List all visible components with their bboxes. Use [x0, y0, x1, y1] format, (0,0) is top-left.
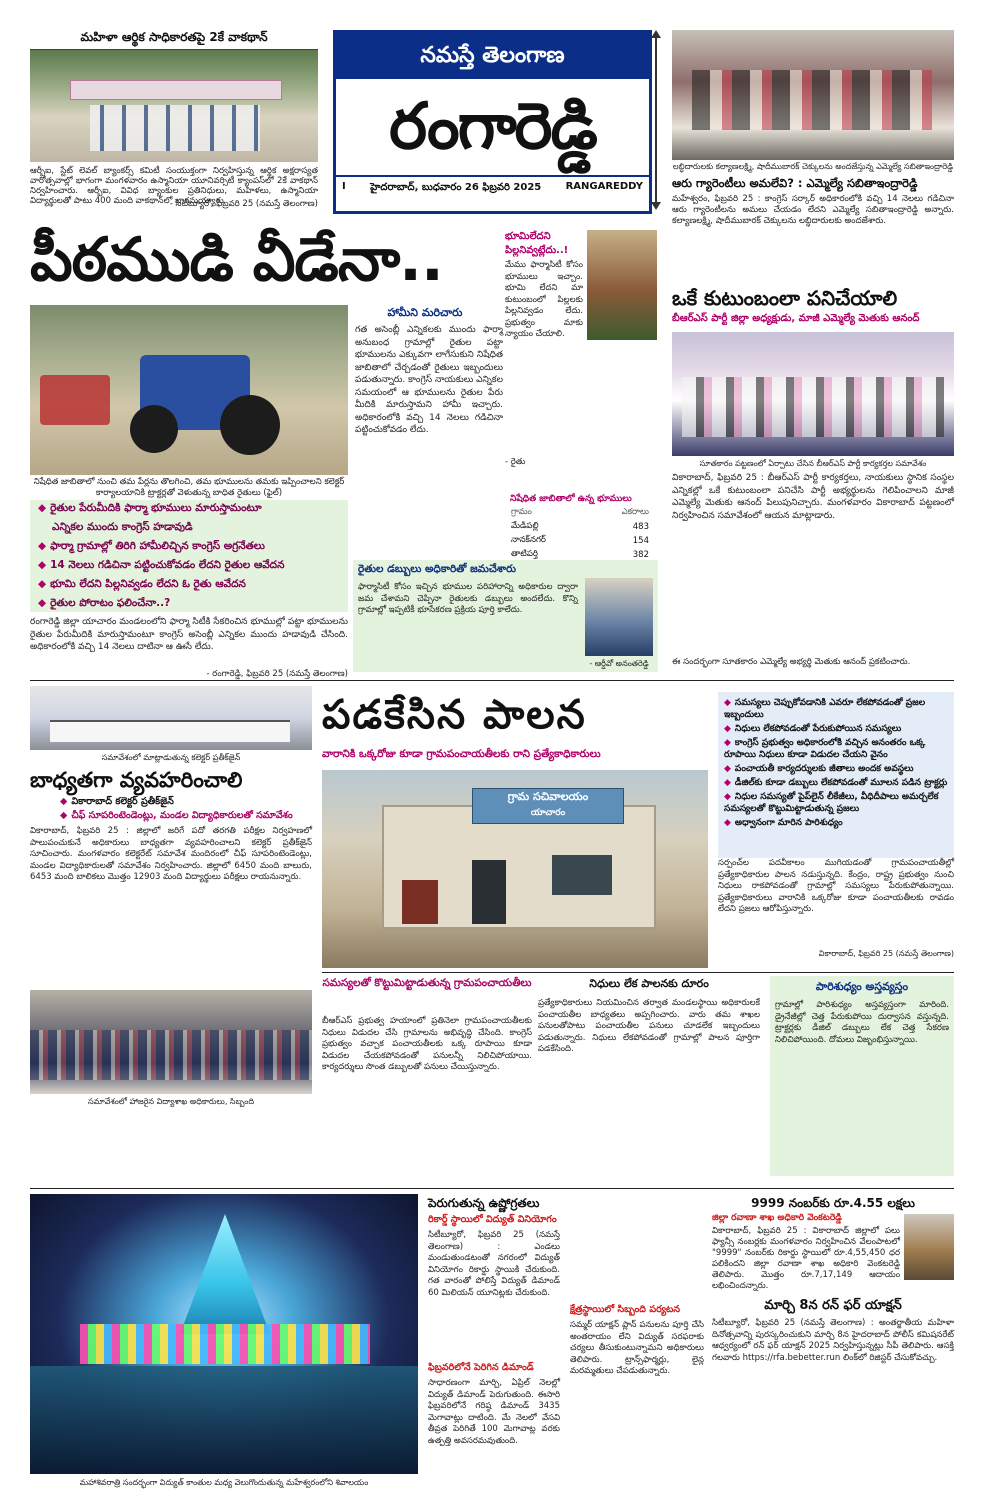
family-photo	[672, 332, 954, 456]
temple-caption: మహాశివరాత్రి సందర్భంగా విద్యుత్‌ కాంతుల మధ్య వెలుగొందుతున్న మహేశ్వరంలోని శివాలయం	[79, 1478, 369, 1487]
family-story	[672, 284, 954, 674]
duty-body: వికారాబాద్‌, ఫిబ్రవరి 25 : జిల్లాలో జరిగే పదో తరగతి పరీక్షల నిర్వహణలో పాలుపంచుకునే అధికారులు బాధ్యతగా వ్యవహరించాలని కలెక్టర్‌ ప్రతీక్‌జైన్‌ సూచించారు. మంగళవారం కలెక్టరేట్‌ సమావేశ మందిరంలో చీఫ్‌ సూపరింటెండెంట్లు, మండల విద్యాధికారులతో సమావేశం నిర్వహించారు. జిల్లాలో 6450 మంది బాలురు, 6453 మంది బాలికలు మొత్తం 12903 మంది విద్యార్థులు పరీక్షలు రాయనున్నారు.	[30, 826, 312, 882]
masthead-brand: నమస్తే తెలంగాణ	[336, 33, 649, 79]
building-signboard: గ్రామ సచివాలయం యాచారం	[472, 788, 624, 824]
run-story	[712, 1296, 954, 1480]
table-row: మేడిపల్లి 483	[511, 521, 649, 532]
col-funds	[538, 976, 760, 1186]
col-funds-body: ప్రత్యేకాధికారులు నియమించిన తర్వాత మండలస్థాయి అధికారులకే పంచాయతీల బాధ్యతలు అప్పగించారు. వారు తమ శాఖల పనులతోపాటు పంచాయతీల పనులు చూడలేక ఇబ్బందులు పడుతున్నారు. నిధులు లేకపోవడంతో గ్రామాల్లో పాలన పూర్తిగా పడకేసింది.	[538, 998, 760, 1054]
col-problems	[322, 976, 532, 1186]
rto-officer-photo	[904, 1214, 954, 1280]
bank-title: రైతుల డబ్బులు అధికారితో జమచేశారు	[358, 563, 516, 575]
rule-bullet: ◆ డీజిల్‌కు కూడా డబ్బులు లేకపోవడంతో మూలన పడిన ట్రాక్టర్లు	[724, 778, 948, 788]
duty-photo	[30, 686, 312, 750]
power-story	[428, 1194, 704, 1484]
power-body2: సాధారణంగా మార్చి, ఏప్రిల్‌ నెలల్లో విద్యుత్‌ డిమాండ్‌ పెరుగుతుంది. ఈసారి ఫిబ్రవరిలోనే గరిష్ఠ డిమాండ్‌ 3435 మెగావాట్లు దాటింది. మే నెలలో వేసవి తీవ్రత పెరిగితే 100 మెగావాట్ల వరకు ఉత్పత్తి అవసరమవుతుంది.	[428, 1378, 560, 1446]
land-table-title: నిషేధిత జాబితాలో ఉన్న భూములు	[510, 494, 632, 504]
masthead	[333, 30, 652, 214]
lead-body: గత అసెంబ్లీ ఎన్నికలకు ముందు ఫార్మా అనుబంధ గ్రామాల్లో రైతుల పట్టా భూములను ఎక్కువగా లాగేసుకుని నిషేధిత జాబితాలో చేర్చడంతో రైతులు ఇబ్బందులు పడుతున్నారు. కాంగ్రెస్‌ నాయకులు ఎన్నికల సమయంలో ఆ భూములను రైతుల పేరు మీదికి మారుస్తామని హామీ ఇచ్చారు. అధికారంలోకి వచ్చి 14 నెలలు గడిచినా పట్టించుకోవడం లేదు.	[355, 325, 503, 435]
power-headline: పెరుగుతున్న ఉష్ణోగ్రతలు	[428, 1196, 540, 1210]
duty-bottom-caption: సమావేశంలో హాజరైన విద్యాశాఖ అధికారులు, సిబ్బంది	[88, 1097, 254, 1106]
rule-bullet: ◆ సమస్యలు చెప్పుకోవడానికి ఎవరూ లేకపోవడంతో ప్రజల ఇబ్బందులు	[724, 698, 926, 720]
edition-label: RANGAREDDY	[565, 181, 643, 192]
col-sanitation	[770, 976, 954, 1176]
lead-bullet: ◆ 14 నెలలు గడిచినా పట్టించుకోవడం లేదని రైతుల ఆవేదన	[38, 559, 285, 571]
family-body: వికారాబాద్‌, ఫిబ్రవరి 25 : బీఆర్‌ఎస్‌ పార్టీ కార్యకర్తలు, నాయకులు స్థానిక సంస్థల ఎన్నికల్లో ఒకే కుటుంబంలా పనిచేసి పార్టీ అభ్యర్థులను గెలిపించాలని మాజీ ఎమ్మెల్యే మెతుకు ఆనంద్‌ పిలుపునిచ్చారు. మంగళవారం వికారాబాద్‌ పట్టణంలో నిర్వహించిన సమావేశంలో ఆయన మాట్లాడారు.	[672, 473, 954, 521]
family-headline: ఒకే కుటుంబంలా పనిచేయాలి	[672, 286, 898, 310]
divider	[30, 1188, 954, 1189]
lead-bullets	[30, 500, 348, 612]
guarantees-photo-caption: లబ్ధిదారులకు కల్యాణలక్ష్మి, షాదీముబారక్‌ చెక్కులను అందజేస్తున్న ఎమ్మెల్యే సబితాఇంద్రారెడ్డి	[672, 162, 954, 171]
duty-story	[30, 686, 312, 986]
col-problems-body: బీఆర్‌ఎస్‌ ప్రభుత్వ హయాంలో ప్రతినెలా గ్రామపంచాయతీలకు నిధులు విడుదల చేసి గ్రామాలను అభివృద్ధి చేసింది. కాంగ్రెస్‌ ప్రభుత్వం వచ్చాక పంచాయతీలకు ఒక్క రూపాయి కూడా విడుదల చేయకపోవడంతో పనులన్నీ నిలిచిపోయాయి. కార్యదర్శులు సొంత డబ్బులతో పనులు చేయిస్తున్నారు.	[322, 1016, 532, 1072]
number-body: వికారాబాద్‌, ఫిబ్రవరి 25 : వికారాబాద్‌ జిల్లాలో పలు ఫ్యాన్సీ నంబర్లకు మంగళవారం నిర్వహించిన వేలంపాటలో "9999" నంబర్‌కు రికార్డు స్థాయిలో రూ.4,55,450 ధర పలికిందని జిల్లా రవాణా శాఖ అధికారి వెంకటరెడ్డి తెలిపారు. మొత్తం రూ.7,17,149 ఆదాయం లభించిందన్నారు.	[712, 1226, 900, 1291]
dateline: హైదరాబాద్‌, బుధవారం 26 ఫిబ్రవరి 2025	[370, 182, 542, 193]
farmer-photo	[587, 230, 657, 340]
rule-bullet: ◆ నిధుల సమస్యతో పైప్‌లైన్‌ లీకేజీలు, వీధిదీపాలు అమర్చలేక సమస్యలతో కొట్టుమిట్టాడుతున్న ప్రజలు	[724, 792, 939, 814]
lead-bullet: ◆ ఫార్మా గ్రామాల్లో తిరిగి హామీలిచ్చిన కాంగ్రెస్‌ అగ్రనేతలు	[38, 540, 265, 552]
lead-bullet: ఎన్నికల ముందు కాంగ్రెస్‌ హడావుడి	[52, 521, 193, 533]
lead-body-2: రంగారెడ్డి జిల్లా యాచారం మండలంలోని ఫార్మా సిటీకి సేకరించిన భూముల్లో పట్టా భూములను రైతుల పేరుమీదికి మారుస్తామంటూ కాంగ్రెస్‌ అసెంబ్లీ ఎన్నికల ముందు హడావుడి చేసింది. అధికారంలోకి వచ్చి 14 నెలలు దాటినా ఆ ఊసే లేదు.	[30, 617, 348, 652]
number-story	[712, 1194, 954, 1294]
bank-photo-caption: - ఆర్డీవో అనంతరెడ్డి	[589, 659, 649, 668]
lead-bullet: ◆ భూమి లేదని పిల్లనివ్వడం లేదని ఓ రైతు ఆవేదన	[38, 578, 246, 590]
rule-bullets-box	[718, 692, 954, 858]
power-body1: సిటీబ్యూరో, ఫిబ్రవరి 25 (నమస్తే తెలంగాణ) : ఎండలు మండుతుండటంతో నగరంలో విద్యుత్‌ వినియోగం రికార్డు స్థాయికి చేరుకుంది. గత వారంతో పోలిస్తే విద్యుత్‌ డిమాండ్‌ 60 మిలియన్‌ యూనిట్లకు చేరుకుంది.	[428, 1230, 560, 1298]
rule-bullet: ◆ పంచాయతీ కార్యదర్శులకు జీతాలు అందక అవస్థలు	[724, 764, 914, 774]
duty-photo-caption: సమావేశంలో మాట్లాడుతున్న కలెక్టర్‌ ప్రతీక్‌జైన్‌	[101, 753, 241, 762]
rule-bullet: ◆ అధ్వానంగా మారిన పారిశుధ్యం	[724, 818, 843, 828]
sidebar-land	[505, 230, 657, 490]
guarantees-body: మహేశ్వరం, ఫిబ్రవరి 25 : కాంగ్రెస్‌ సర్కార్‌ అధికారంలోకి వచ్చి 14 నెలలు గడిచినా ఆరు గ్యారెంటీలను అమలు చేయడం లేదని ఎమ్మెల్యే సబితాఇంద్రారెడ్డి అన్నారు. కల్యాణలక్ష్మి, షాదీముబారక్‌ చెక్కులను లబ్ధిదారులకు అందజేశారు.	[672, 194, 954, 226]
officer-photo	[585, 578, 653, 656]
family-subhead: బీఆర్‌ఎస్‌ పార్టీ జిల్లా అధ్యక్షుడు, మాజీ ఎమ్మెల్యే మెతుకు ఆనంద్‌	[672, 313, 920, 324]
lead-bullet: ◆ రైతుల పోరాటం ఫలించేనా..?	[38, 597, 171, 609]
land-table-box	[510, 494, 655, 564]
walkathon-credit: - సిటీబ్యూరో, ఫిబ్రవరి 25 (నమస్తే తెలంగాణ)	[169, 199, 318, 209]
lead-kicker: హామీని మరిచారు	[387, 306, 463, 319]
walkathon-caption: ఆర్బీఐ, స్టేట్‌ లెవల్‌ బ్యాంకర్స్‌ కమిటీ సంయుక్తంగా నిర్వహిస్తున్న ఆర్థిక అక్షరాస్యత వారోత్సవాల్లో భాగంగా మంగళవారం ఉస్మానియా యూనివర్సిటీ క్యాంపస్‌లో 2కే వాకథాన్‌ నిర్వహించారు. ఆర్బీఐ, వివిధ బ్యాంకుల ప్రతినిధులు, మహిళలు, ఉస్మానియా విద్యార్థులతో పాటు 400 మంది వాకథాన్‌లో భాగమయ్యారు.	[30, 166, 318, 206]
rule-credit: వికారాబాద్‌, ఫిబ్రవరి 25 (నమస్తే తెలంగాణ)	[818, 949, 954, 958]
family-credit: ఈ సందర్భంగా సూతకారం ఎమ్మెల్యే అభ్యర్థి మెతుకు ఆనంద్‌ ప్రకటించారు.	[672, 657, 911, 667]
duty-headline: బాధ్యతగా వ్యవహరించాలి	[30, 768, 243, 792]
masthead-arrow-icon	[650, 30, 662, 210]
table-row: తాటిపర్తి 382	[511, 549, 649, 560]
rule-bullet: ◆ నిధులు లేకపోవడంతో పేరుకుపోయిన సమస్యలు	[724, 724, 902, 734]
lead-photo	[30, 305, 348, 475]
masthead-edition: రంగారెడ్డి	[389, 90, 596, 164]
walkathon-photo	[30, 50, 318, 162]
col-sanitation-headline: పారిశుధ్యం అస్తవ్యస్తం	[815, 980, 909, 993]
temple-photo	[30, 1194, 418, 1474]
power-sub2: ఫిబ్రవరిలోనే పెరిగిన డిమాండ్‌	[428, 1362, 534, 1373]
power-body3: సమ్మర్‌ యాక్షన్‌ ప్లాన్‌ పనులను పూర్తి చేసి అంతరాయం లేని విద్యుత్‌ సరఫరాకు చర్యలు తీసుకుంటున్నామని అధికారులు తెలిపారు. ట్రాన్స్‌ఫార్మర్లు, లైన్ల మరమ్మతులు చేపడుతున్నారు.	[570, 1320, 704, 1376]
page-number: I	[342, 181, 346, 192]
walkathon-story	[30, 30, 318, 210]
col-problems-headline: సమస్యలతో కొట్టుమిట్టాడుతున్న గ్రామపంచాయతీలు	[322, 977, 532, 989]
number-headline: 9999 నంబర్‌కు రూ.4.55 లక్షలు	[751, 1196, 915, 1210]
lead-photo-caption: నిషేధిత జాబితాలో నుంచి తమ పేర్లను తొలగించి, తమ భూములను తమకు ఇప్పించాలని కలెక్టర్‌ కార్యాలయానికి ట్రాక్టర్లతో వెళుతున్న బాధిత రైతులు (ఫైల్‌)	[33, 477, 345, 498]
lead-bullet: ◆ రైతుల పేరుమీదికి ఫార్మా భూములు మారుస్తామంటూ	[38, 502, 262, 514]
rule-bullet: ◆ కాంగ్రెస్‌ ప్రభుత్వం అధికారంలోకి వచ్చిన అనంతరం ఒక్క రూపాయి నిధులు కూడా విడుదల చేయని వైనం	[724, 738, 926, 760]
power-sub3: క్షేత్రస్థాయిలో సిబ్బంది పర్యటన	[570, 1304, 681, 1315]
table-row: నానక్‌నగర్‌ 154	[511, 535, 649, 546]
guarantees-story	[672, 30, 954, 240]
land-table-header: గ్రామం	[511, 507, 532, 517]
number-subhead: జిల్లా రవాణా శాఖ అధికారి వెంకటరెడ్డి	[712, 1213, 842, 1223]
land-table-header: ఎకరాలు	[621, 507, 649, 517]
duty-sub2: ◆ చీఫ్‌ సూపరింటెండెంట్లు, మండల విద్యాధికారులతో సమావేశం	[60, 810, 293, 821]
run-headline: మార్చి 8న రన్‌ ఫర్‌ యాక్షన్‌	[764, 1298, 902, 1313]
col-sanitation-body: గ్రామాల్లో పారిశుధ్యం అస్తవ్యస్తంగా మారింది. డ్రైనేజీల్లో చెత్త పేరుకుపోయి దుర్వాసన వస్తున్నది. ట్రాక్టర్లకు డీజిల్‌ డబ్బులు లేక చెత్త సేకరణ నిలిచిపోయింది. దోమలు విజృంభిస్తున్నాయి.	[775, 1000, 949, 1045]
run-body: సిటీబ్యూరో, ఫిబ్రవరి 25 (నమస్తే తెలంగాణ) : అంతర్జాతీయ మహిళా దినోత్సవాన్ని పురస్కరించుకుని మార్చి 8న హైదరాబాద్‌ పోలీస్‌ కమిషనరేట్‌ ఆధ్వర్యంలో రన్‌ ఫర్‌ యాక్షన్‌ 2025 నిర్వహిస్తున్నట్లు సీపీ తెలిపారు. ఆసక్తి గలవారు https://rfa.bebetter.run లింక్‌లో రిజిస్టర్‌ చేసుకోవచ్చు.	[712, 1318, 954, 1363]
guarantees-photo	[672, 30, 954, 160]
bank-body: ఫార్మాసిటీ కోసం ఇచ్చిన భూముల పరిహారాన్ని అధికారుల ద్వారా జమ చేశామని చెప్పినా రైతులకు డబ్బులు అందలేదు. కొన్ని గ్రామాల్లో ఇప్పటికీ భూసేకరణ ప్రక్రియ పూర్తి కాలేదు.	[358, 582, 578, 615]
rule-headline: పడకేసిన పాలన	[322, 692, 587, 738]
lead-headline: పీఠముడి వీడేనా..	[30, 225, 443, 295]
sidebar-land-body: మేము ఫార్మాసిటీ కోసం భూములు ఇచ్చాం. భూమి లేదని మా కుటుంబంలో పిల్లలకు పిల్లనివ్వడం లేదు. ప్రభుత్వం మాకు న్యాయం చేయాలి.	[505, 260, 583, 339]
col-funds-headline: నిధులు లేక పాలనకు దూరం	[589, 977, 709, 990]
divider	[322, 972, 954, 973]
duty-sub1: ◆ వికారాబాద్‌ కలెక్టర్‌ ప్రతీక్‌జైన్‌	[60, 796, 174, 807]
rule-body: సర్పంచ్‌ల పదవీకాలం ముగియడంతో గ్రామపంచాయతీల్లో ప్రత్యేకాధికారుల పాలన నడుస్తున్నది. కేంద్రం, రాష్ట్ర ప్రభుత్వం నుంచి నిధులు రాకపోవడంతో గ్రామాల్లో సమస్యలు పేరుకుపోతున్నాయి. ప్రత్యేకాధికారులు వారానికి ఒక్కరోజు కూడా పంచాయతీలకు రావడం లేదని ప్రజలు ఆరోపిస్తున్నారు.	[718, 858, 954, 914]
rule-subhead: వారానికి ఒక్కరోజు కూడా గ్రామపంచాయతీలకు రాని ప్రత్యేకాధికారులు	[322, 748, 601, 760]
walkathon-headline: మహిళా ఆర్థిక సాధికారతపై 2కే వాకథాన్‌	[30, 30, 318, 50]
duty-bottom-photo	[30, 990, 312, 1094]
rule-building-photo	[322, 770, 708, 968]
sidebar-land-title: భూమిలేదని పిల్లనివ్వట్లేదు..!	[505, 231, 569, 256]
guarantees-headline: ఆరు గ్యారెంటీలు అమలేవి? : ఎమ్మెల్యే సబితాఇంద్రారెడ్డి	[672, 176, 918, 190]
divider	[30, 680, 954, 681]
family-photo-caption: సూతకారం పట్టణంలో ఏర్పాటు చేసిన బీఆర్‌ఎస్‌ పార్టీ కార్యకర్తల సమావేశం	[699, 459, 927, 468]
sidebar-land-credit: - రైతు	[505, 457, 526, 467]
lead-credit: - రంగారెడ్డి, ఫిబ్రవరి 25 (నమస్తే తెలంగాణ)	[206, 669, 348, 679]
bank-story	[353, 560, 658, 672]
power-sub1: రికార్డ్‌ స్థాయిలో విద్యుత్‌ వినియోగం	[428, 1214, 557, 1225]
